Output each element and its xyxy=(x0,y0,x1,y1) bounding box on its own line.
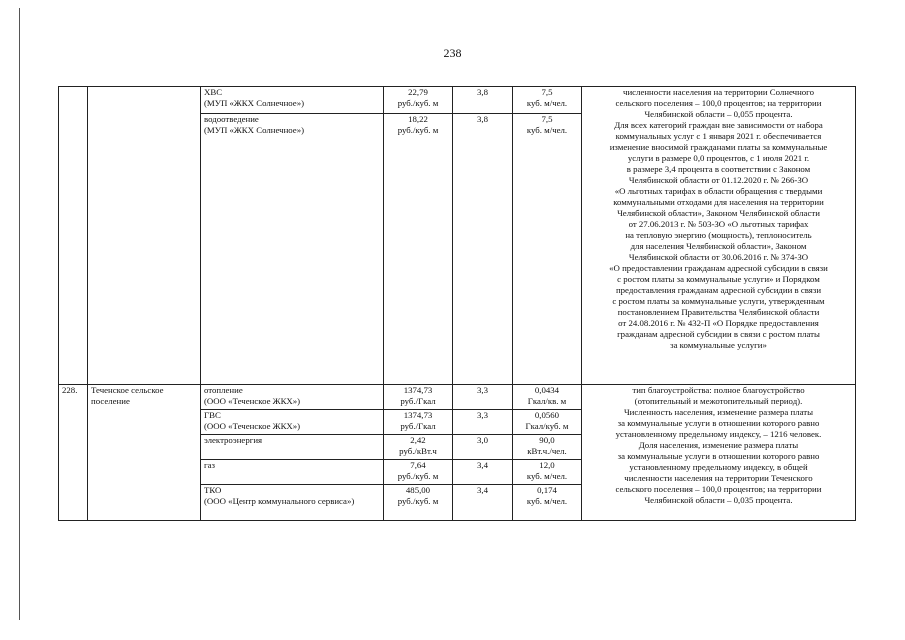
tariff-cell xyxy=(384,385,453,410)
description-line: на тепловую энергию (мощность), теплоноситель xyxy=(625,230,812,240)
description-line: предоставления гражданам адресной субсидии в связи xyxy=(615,285,822,295)
description-cell xyxy=(582,385,856,521)
service-cell xyxy=(201,87,384,114)
tariff-value: 1374,73 xyxy=(403,410,433,420)
norm-unit: кВт.ч./чел. xyxy=(527,446,567,456)
service-org: (ООО «Теченское ЖКХ») xyxy=(204,421,301,431)
norm-value: 12,0 xyxy=(539,460,555,470)
description-line: за коммунальные услуги» xyxy=(670,340,767,350)
service-name: газ xyxy=(204,460,215,470)
service-name: ХВС xyxy=(204,87,223,97)
index-cell: 3,0 xyxy=(453,435,513,460)
description-cell xyxy=(582,87,856,385)
service-org: (ООО «Теченское ЖКХ») xyxy=(204,396,301,406)
norm-unit: куб. м/чел. xyxy=(526,125,568,135)
description-line: от 24.08.2016 г. № 432-П «О Порядке предоставления xyxy=(618,318,819,328)
norm-value: 0,0560 xyxy=(534,410,560,420)
scan-edge-line xyxy=(19,8,20,620)
service-name: ТКО xyxy=(204,485,222,495)
service-org: (МУП «ЖКХ Солнечное») xyxy=(204,125,305,135)
description-line: коммунальными отходами для населения на территории xyxy=(613,197,824,207)
tariff-value: 485,00 xyxy=(405,485,431,495)
municipality-cell: Теченское сельское поселение xyxy=(88,385,201,521)
index-cell: 3,8 xyxy=(453,87,513,114)
description-line: Численность населения, изменение размера платы xyxy=(623,407,814,417)
tariff-cell xyxy=(384,410,453,435)
index-cell: 3,4 xyxy=(453,485,513,521)
table-row xyxy=(59,87,856,114)
tariff-cell xyxy=(384,87,453,114)
tariff-unit: руб./куб. м xyxy=(397,125,439,135)
row-number-cell: 228. xyxy=(59,385,88,521)
description-line: изменение вносимой гражданами платы за коммунальные xyxy=(609,142,828,152)
table-row xyxy=(59,385,856,410)
norm-unit: куб. м/чел. xyxy=(526,98,568,108)
description-line: с ростом платы за коммунальные услуги» и Порядком xyxy=(617,274,820,284)
description-line: численности населения на территории Теченского xyxy=(624,473,813,483)
norm-unit: Гкал/кв. м xyxy=(527,396,567,406)
tariff-unit: руб./Гкал xyxy=(400,396,436,406)
norm-cell xyxy=(513,114,582,385)
service-name: ГВС xyxy=(204,410,221,420)
description-line: постановлением Правительства Челябинской области xyxy=(617,307,820,317)
tariff-cell xyxy=(384,485,453,521)
index-cell: 3,3 xyxy=(453,410,513,435)
norm-unit: куб. м/чел. xyxy=(526,496,568,506)
index-cell: 3,3 xyxy=(453,385,513,410)
norm-value: 0,0434 xyxy=(534,385,560,395)
tariff-unit: руб./Гкал xyxy=(400,421,436,431)
description-line: «О льготных тарифах в области обращения с твердыми xyxy=(614,186,823,196)
page-number: 238 xyxy=(443,46,462,60)
service-org: (ООО «Центр коммунального сервиса») xyxy=(204,496,355,506)
tariff-table xyxy=(58,86,856,521)
tariff-unit: руб./куб. м xyxy=(397,496,439,506)
tariff-unit: руб./куб. м xyxy=(397,471,439,481)
service-cell xyxy=(201,485,384,521)
description-line: численности населения на территории Солнечного xyxy=(623,87,814,97)
description-line: Челябинской области – 0,035 процента. xyxy=(644,495,793,505)
norm-cell xyxy=(513,485,582,521)
service-cell xyxy=(201,114,384,385)
service-cell xyxy=(201,385,384,410)
index-cell: 3,8 xyxy=(453,114,513,385)
tariff-cell xyxy=(384,114,453,385)
description-line: Доля населения, изменение размера платы xyxy=(638,440,799,450)
description-line: сельского поселения – 100,0 процентов; на территории xyxy=(615,98,822,108)
tariff-value: 22,79 xyxy=(408,87,428,97)
municipality-cell xyxy=(88,87,201,385)
norm-cell xyxy=(513,385,582,410)
description-line: сельского поселения – 100,0 процентов; на территории xyxy=(615,484,822,494)
description-line: установленному предельному индексу, – 1216 человек. xyxy=(615,429,822,439)
description-line: для населения Челябинской области», Законом xyxy=(630,241,807,251)
description-line: установленному предельному индексу, в общей xyxy=(629,462,808,472)
description-line: коммунальных услуг с 1 января 2021 г. обеспечивается xyxy=(615,131,822,141)
service-name: электроэнергия xyxy=(204,435,263,445)
service-cell xyxy=(201,410,384,435)
norm-unit: куб. м/чел. xyxy=(526,471,568,481)
norm-value: 90,0 xyxy=(539,435,555,445)
service-cell xyxy=(201,460,384,485)
norm-value: 7,5 xyxy=(541,114,553,124)
tariff-cell xyxy=(384,435,453,460)
norm-cell xyxy=(513,410,582,435)
service-name: водоотведение xyxy=(204,114,259,124)
description-line: (отопительный и межотопительный период). xyxy=(634,396,803,406)
norm-cell xyxy=(513,460,582,485)
description-line: от 27.06.2013 г. № 503-ЗО «О льготных тарифах xyxy=(628,219,809,229)
row-number-cell xyxy=(59,87,88,385)
description-line: с ростом платы за коммунальные услуги, утвержденным xyxy=(612,296,825,306)
norm-unit: Гкал/куб. м xyxy=(525,421,569,431)
service-org: (МУП «ЖКХ Солнечное») xyxy=(204,98,305,108)
tariff-unit: руб./кВт.ч xyxy=(399,446,437,456)
norm-value: 0,174 xyxy=(537,485,557,495)
description-line: за коммунальные услуги в отношении которого равно xyxy=(617,451,820,461)
tariff-value: 2,42 xyxy=(410,435,426,445)
tariff-value: 7,64 xyxy=(410,460,426,470)
description-line: тип благоустройства: полное благоустройство xyxy=(632,385,805,395)
description-line: гражданам адресной субсидии в связи с ростом платы xyxy=(617,329,820,339)
tariff-cell xyxy=(384,460,453,485)
description-line: за коммунальные услуги в отношении которого равно xyxy=(617,418,820,428)
description-line: «О предоставлении гражданам адресной субсидии в связи xyxy=(609,263,828,273)
description-line: Челябинской области от 30.06.2016 г. № 374-ЗО xyxy=(628,252,809,262)
service-cell xyxy=(201,435,384,460)
norm-cell xyxy=(513,435,582,460)
tariff-value: 18,22 xyxy=(408,114,428,124)
description-line: услуги в размере 0,0 процентов, с 1 июля 2021 г. xyxy=(627,153,810,163)
description-line: Для всех категорий граждан вне зависимости от набора xyxy=(614,120,823,130)
norm-value: 7,5 xyxy=(541,87,553,97)
description-line: Челябинской области», Законом Челябинской области xyxy=(617,208,820,218)
index-cell: 3,4 xyxy=(453,460,513,485)
norm-cell xyxy=(513,87,582,114)
tariff-value: 1374,73 xyxy=(403,385,433,395)
description-line: Челябинской области от 01.12.2020 г. № 266-ЗО xyxy=(628,175,809,185)
tariff-unit: руб./куб. м xyxy=(397,98,439,108)
description-line: в размере 3,4 процента в соответствии с Законом xyxy=(626,164,811,174)
service-name: отопление xyxy=(204,385,243,395)
description-line: Челябинской области – 0,055 процента. xyxy=(644,109,793,119)
